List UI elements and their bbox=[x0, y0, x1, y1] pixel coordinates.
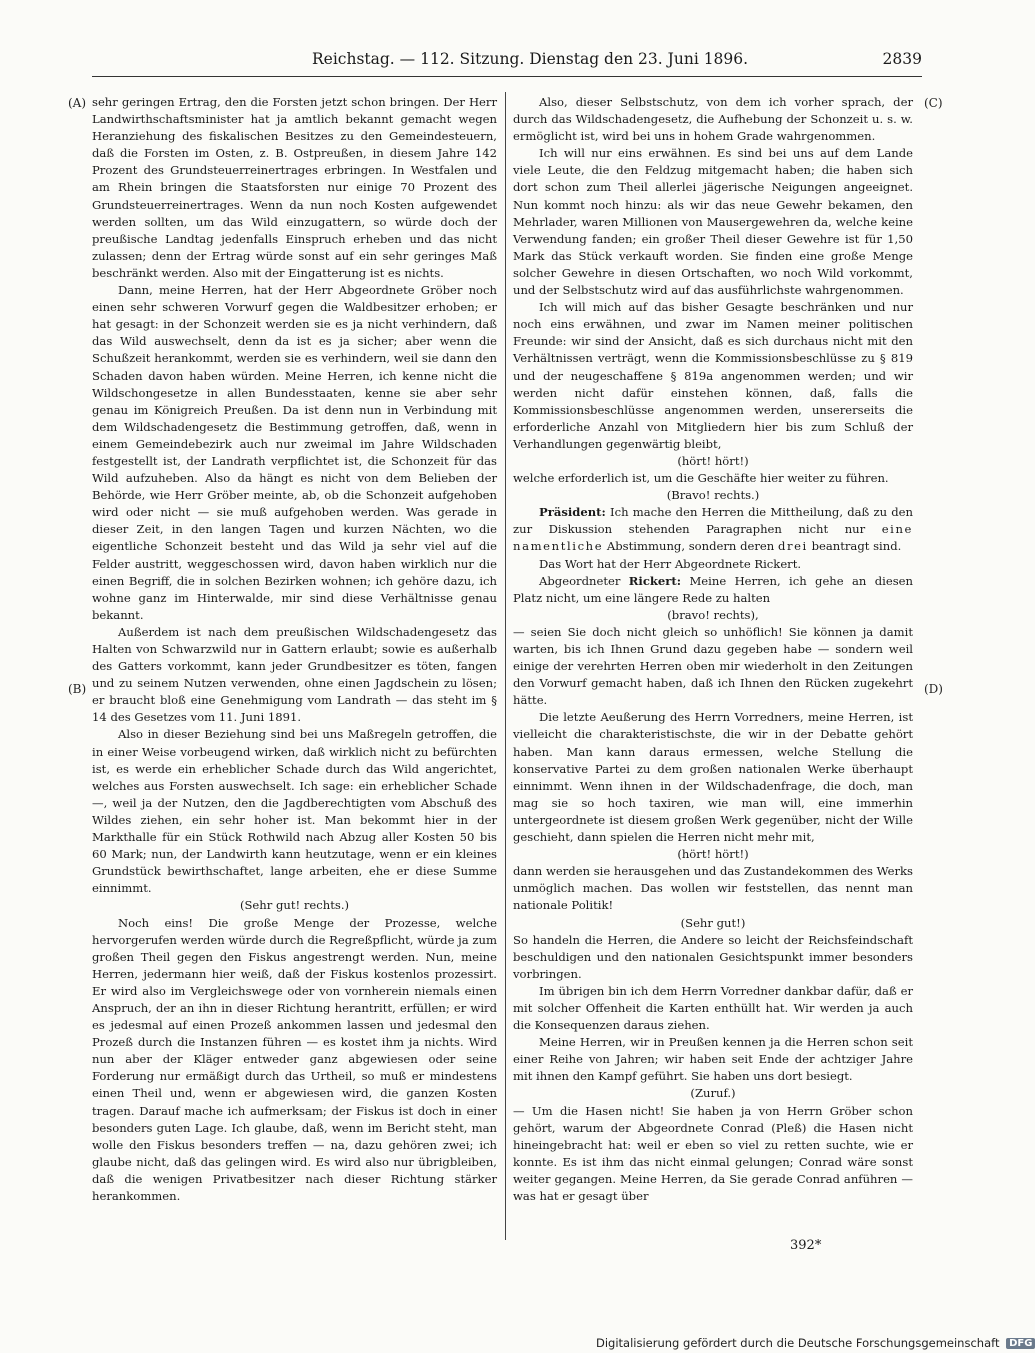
speech-text: Ich mache den Herren die Mittheilung, daß zu den zur Diskussion stehenden Paragraphen nicht nur bbox=[513, 505, 913, 537]
spaced-text: drei bbox=[777, 539, 808, 554]
paragraph: — Um die Hasen nicht! Sie haben ja von Herrn Gröber schon gehört, warum der Abgeordnete Conrad (Pleß) die Hasen nicht hineingebracht hat: weil er eben so viel zu retten suchte, wie er konnte. Es ist ihm das nicht einmal gelungen; Conrad wäre sonst weiter gegangen. Meine Herren, da Sie gerade Conrad anführen — was hat er gesagt über bbox=[513, 1103, 913, 1203]
paragraph: dann werden sie herausgehen und das Zustandekommen des Werks unmöglich machen. Das wollen wir feststellen, das nennt man nationale Politik! bbox=[513, 864, 913, 913]
paragraph: Also in dieser Beziehung sind bei uns Maßregeln getroffen, die in einer Weise vorbeugend wirken, daß wirklich nicht zu befürchten ist, es werde ein erheblicher Schade durch das Wild angerichtet, welches aus Forsten auswechselt. Ich sage: ein erheblicher Schade —, weil ja der Nutzen, den die Jagdberechtigten vom Abschuß des Wildes ziehen, ein sehr hoher ist. Man bekommt hier in der Markthalle für ein Stück Rothwild nach Abzug aller Kosten 50 bis 60 Mark; nun, der Landwirth kann heutzutage, wenn er ein kleines Grundstück bewirthschaftet, lange arbeiten, ehe er diese Summe einnimmt. bbox=[92, 727, 497, 896]
interjection: (bravo! rechts), bbox=[667, 607, 759, 622]
interjection: (hört! hört!) bbox=[677, 453, 749, 468]
dfg-logo-icon: DFG bbox=[1006, 1338, 1035, 1349]
speech-text: Abstimmung, sondern deren bbox=[606, 539, 775, 554]
paragraph: Das Wort hat der Herr Abgeordnete Rickert. bbox=[539, 556, 802, 571]
left-column bbox=[92, 94, 497, 1205]
footer bbox=[596, 1336, 1035, 1350]
paragraph: Ich will nur eins erwähnen. Es sind bei uns auf dem Lande viele Leute, die den Feldzug mitgemacht haben; die haben sich dort schon zum Theil allerlei jägerische Neigungen angeeignet. Nun kommt noch hinzu: als wir das neue Gewehr bekamen, den Mehrlader, waren Millionen von Mausergewehren da, welche keine Verwendung fanden; ein großer Theil dieser Gewehre ist für 1,50 Mark das Stück verkauft worden. Sie finden eine große Menge solcher Gewehre in diesen Ortschaften, wo noch Wild vorkommt, und der Selbstschutz wird auf das ausführlichste wahrgenommen. bbox=[513, 146, 913, 298]
column-divider bbox=[505, 92, 506, 1240]
paragraph: Meine Herren, wir in Preußen kennen ja die Herren schon seit einer Reihe von Jahren; wir haben seit Ende der achtziger Jahre mit ihnen den Kampf geführt. Sie haben uns dort besiegt. bbox=[513, 1035, 913, 1084]
speaker-paragraph bbox=[513, 573, 913, 607]
running-head: Reichstag. — 112. Sitzung. Dienstag den 23. Juni 1896. bbox=[312, 50, 749, 68]
interjection: (Bravo! rechts.) bbox=[666, 488, 760, 503]
speaker-paragraph bbox=[513, 504, 913, 555]
speech-text: beantragt sind. bbox=[811, 539, 902, 554]
paragraph: Dann, meine Herren, hat der Herr Abgeordnete Gröber noch einen sehr schweren Vorwurf gegen die Waldbesitzer erhoben; er hat gesagt: in der Schonzeit werden sie es ja nicht verhindern, daß das Wild auswechselt, denn da ist es ja sicher; aber wenn die Schußzeit herankommt, werden sie es verhindern, weil sie dann den Schaden davon haben würden. Meine Herren, ich kenne nicht die Wildschongesetze in allen Bundesstaaten, kenne sie aber sehr genau im Königreich Preußen. Da ist denn nun in Verbindung mit dem Wildschadengesetz die Bestimmung getroffen, daß, wenn in einem Gemeindebezirk auch nur zweimal im Jahre Wildschaden festgestellt ist, der Landrath verpflichtet ist, die Schonzeit für das Wild aufzuheben. Also da hängt es nicht von dem Belieben der Behörde, wie Herr Gröber meinte, ab, ob die Schonzeit aufgehoben wird oder nicht — sie muß aufgehoben werden. Was gerade in dieser Zeit, in den langen Tagen und kurzen Nächten, wo die eigentliche Schonzeit besteht und das Wild ja sehr viel auf die Felder austritt, weggeschossen wird, davon haben wirklich nur die einen Begriff, die in solchen Bezirken wohnen; ich gehöre dazu, ich wohne ganz im Hinterwalde, mir sind diese Verhältnisse genau bekannt. bbox=[92, 283, 497, 622]
right-column bbox=[513, 94, 913, 1205]
speech-text: Meine Herren, ich gehe an diesen Platz nicht, um eine längere Rede zu halten bbox=[513, 573, 914, 605]
paragraph: Die letzte Aeußerung des Herrn Vorredners, meine Herren, ist vielleicht die charakteristischste, die wir in der Debatte gehört haben. Man kann daraus ermessen, welche Stellung die konservative Partei zu dem großen nationalen Werke überhaupt einnimmt. Wenn ihnen in der Wildschadenfrage, die doch, man mag sie so hoch taxiren, wie man will, eine immerhin untergeordnete ist diesem großen Werk gegenüber, nicht der Wille geschieht, dann spielen die Herren nicht mehr mit, bbox=[513, 710, 913, 845]
paragraph: welche erforderlich ist, um die Geschäfte hier weiter zu führen. bbox=[513, 471, 889, 486]
paragraph: Also, dieser Selbstschutz, von dem ich vorher sprach, der durch das Wildschadengesetz, die Aufhebung der Schonzeit u. s. w. ermöglicht ist, wird bei uns in hohem Grade wahrgenommen. bbox=[513, 95, 913, 144]
paragraph: Ich will mich auf das bisher Gesagte beschränken und nur noch eins erwähnen, und zwar im Namen meiner politischen Freunde: wir sind der Ansicht, daß es sich durchaus nicht mit den Verhältnissen verträgt, wenn die Kommissionsbeschlüsse zu § 819 und der neugeschaffene § 819a angenommen werden; und wir werden nicht dafür einstehen können, daß, falls die Kommissionsbeschlüsse angenommen werden, unsererseits die erforderliche Anzahl von Mitgliedern hier bis zum Schluß der Verhandlungen gegenwärtig bleibt, bbox=[513, 300, 913, 451]
spaced-text: eine namentliche bbox=[513, 522, 913, 554]
signature-mark: 392* bbox=[790, 1238, 822, 1253]
interjection: (Sehr gut! rechts.) bbox=[239, 898, 350, 913]
interjection: (hört! hört!) bbox=[677, 847, 749, 862]
interjection: (Sehr gut!) bbox=[680, 915, 746, 930]
header-rule bbox=[92, 76, 922, 77]
paragraph: So handeln die Herren, die Andere so leicht der Reichsfeindschaft beschuldigen und den nationalen Gesichtspunkt immer besonders vorbringen. bbox=[513, 932, 913, 981]
paragraph: — seien Sie doch nicht gleich so unhöflich! Sie können ja damit warten, bis ich Ihnen Grund dazu gegeben habe — sondern weil einige der verehrten Herren oben mir wiederholt in den Zeitungen den Vorwurf gemacht haben, daß ich Ihnen den Rücken zugekehrt hätte. bbox=[513, 624, 913, 708]
interjection: (Zuruf.) bbox=[690, 1086, 736, 1101]
speaker-label: Präsident: bbox=[539, 505, 606, 520]
speaker-label: Rickert: bbox=[628, 573, 682, 588]
speaker-title: Abgeordneter bbox=[539, 573, 621, 588]
paragraph: Im übrigen bin ich dem Herrn Vorredner dankbar dafür, daß er mit solcher Offenheit die Karten enthüllt hat. Wir werden ja auch die Konsequenzen daraus ziehen. bbox=[513, 983, 913, 1033]
paragraph: Noch eins! Die große Menge der Prozesse, welche hervorgerufen werden würde durch die Regreßpflicht, würde ja zum großen Theil gegen den Fiskus angestrengt werden. Nun, meine Herren, jedermann hier weiß, daß der Fiskus kostenlos prozessirt. Er wird also im Vergleichswege oder von vornherein niemals einen Anspruch, der an ihn in dieser Richtung herantritt, erfüllen; er wird es jedesmal auf einen Prozeß ankommen lassen und jedesmal den Prozeß durch die Instanzen führen — es kostet ihm ja nichts. Wird nun aber der Kläger entweder ganz abgewiesen oder seine Forderung nur ermäßigt durch das Urtheil, so muß er mindestens einen Theil und, wenn er abgewiesen wird, die ganzen Kosten tragen. Darauf mache ich aufmerksam; der Fiskus ist doch in einer besonders guten Lage. Ich glaube, daß, wenn im Bericht steht, man wolle den Fiskus besonders treffen — na, dazu gehören zwei; ich glaube nicht, daß das gelingen wird. Es wird also nur übrigbleiben, daß die wenigen Privatbesitzer nach dieser Richtung stärker herankommen. bbox=[92, 915, 497, 1203]
margin-mark-b: (B) bbox=[68, 682, 87, 696]
footer-text: Digitalisierung gefördert durch die Deutsche Forschungsgemeinschaft bbox=[596, 1336, 1000, 1350]
page-header bbox=[92, 50, 922, 74]
margin-mark-a: (A) bbox=[68, 96, 87, 110]
paragraph: sehr geringen Ertrag, den die Forsten jetzt schon bringen. Der Herr Landwirthschaftsminister hat ja amtlich bekannt gemacht wegen Heranziehung des fiskalischen Besitzes zu den Gemeindesteuern, daß die Forsten im Osten, z. B. Ostpreußen, in diesem Jahre 142 Prozent des Grundsteuerreinertrages erbringen. In Westfalen und am Rhein bringen die Staatsforsten nur einige 70 Prozent des Grundsteuerreinertrages. Wenn da nun noch Kosten aufgewendet werden sollten, um das Wild einzugattern, so würde doch der preußische Landtag jedenfalls Einspruch erheben und das nicht zulassen; denn der Ertrag würde sonst auf ein sehr geringes Maß beschränkt werden. Also mit der Eingatterung ist es nichts. bbox=[92, 95, 497, 280]
page-number: 2839 bbox=[882, 50, 922, 68]
paragraph: Außerdem ist nach dem preußischen Wildschadengesetz das Halten von Schwarzwild nur in Gattern erlaubt; sowie es außerhalb des Gatters vorkommt, kann jeder Grundbesitzer es töten, fangen und zu seinem Nutzen verwenden, ohne einen Jagdschein zu lösen; er braucht bloß eine Genehmigung vom Landrath — das steht im § 14 des Gesetzes vom 11. Juni 1891. bbox=[92, 624, 497, 725]
margin-mark-c: (C) bbox=[924, 96, 943, 110]
margin-mark-d: (D) bbox=[924, 682, 943, 696]
